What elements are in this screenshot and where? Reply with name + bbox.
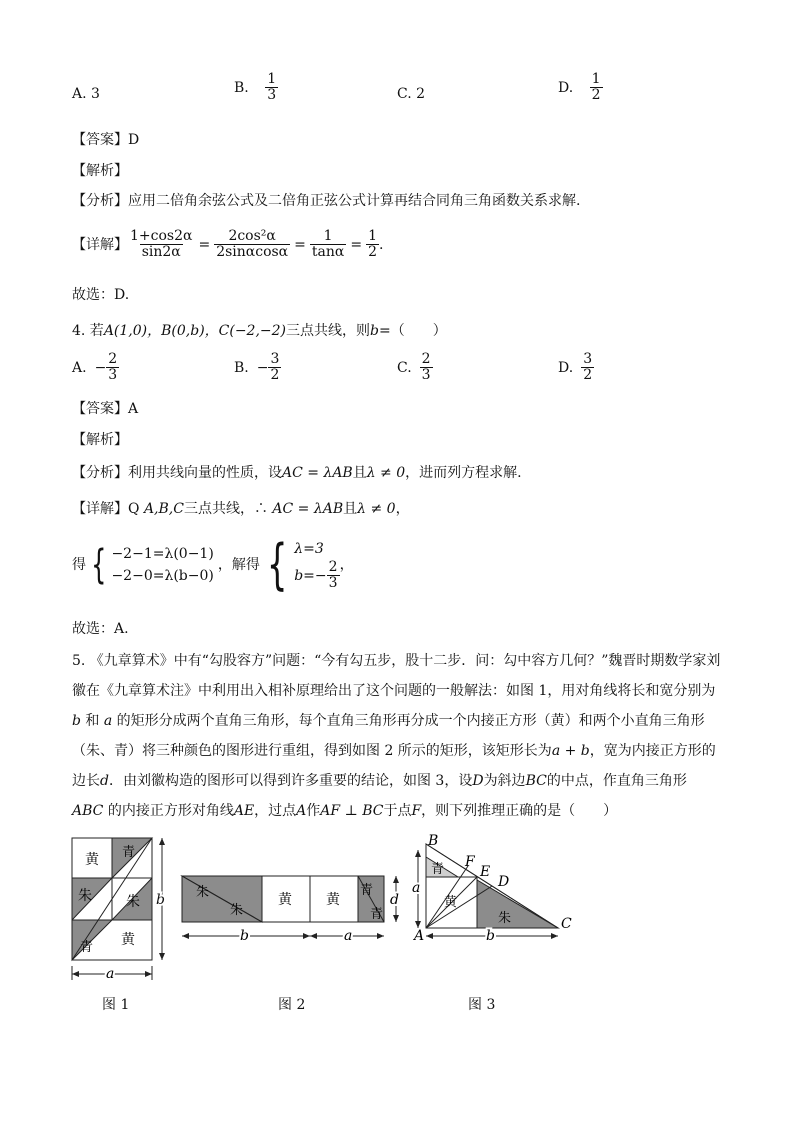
fig1-label-zhu-left: 朱 <box>78 888 92 904</box>
q3-analysis-label: 【解析】 <box>72 163 128 179</box>
q5-stem: 5. 《九章算术》中有“勾股容方”问题：“今有勾五步，股十二步．问：勾中容方几何？”魏晋时期数学家刘 徽在《九章算术注》中利用出入相补原理给出了这个问题的一般解法：如图 1，用对角线将长和宽分别为 b 和 a 的矩形分成两个直角三角形，每个直角三角形再分成一个内接正方形（黄）和两个小直角三角形 （朱、青）将三种颜色的图形进行重组，得到如图 2 所示的矩形，该矩形长为a + b，宽为内接正方形的 边长d．由刘徽构造的图形可以得到许多重要的结论，如图 3，设D为斜边BC的中点，作直角三角形 ABC 的内接正方形对角线AE，过点A作AF ⊥ BC于点F，则下列推理正确的是（ ） <box>72 653 721 819</box>
fig2-label-huang-2: 黄 <box>326 892 340 908</box>
fig2-label-qing-bottom: 青 <box>370 907 384 922</box>
fig3-label-b: b <box>486 928 495 944</box>
fig2-label-zhu-top: 朱 <box>196 885 210 900</box>
fig3-label-qing: 青 <box>431 862 445 877</box>
figure-2 <box>176 868 416 948</box>
q3-conclusion: 故选：D. <box>72 287 130 303</box>
q3-fenxi: 【分析】应用二倍角余弦公式及二倍角正弦公式计算再结合同角三角函数关系求解. <box>72 193 581 209</box>
fig1-label-qing-bottom: 青 <box>80 940 94 955</box>
fig2-caption: 图 2 <box>278 997 306 1013</box>
fig2-label-huang-1: 黄 <box>278 892 292 908</box>
fig3-point-E: E <box>480 864 491 880</box>
q4-conclusion: 故选：A. <box>72 621 129 637</box>
q4-analysis-label: 【解析】 <box>72 432 128 448</box>
fig3-point-B: B <box>428 833 439 849</box>
q3-option-c: C. 2 <box>397 86 426 102</box>
fig1-label-huang-top: 黄 <box>85 852 99 868</box>
fig3-point-F: F <box>465 854 475 870</box>
fig2-label-qing-top: 青 <box>360 883 374 898</box>
fig1-label-zhu-right: 朱 <box>126 894 140 910</box>
q3-answer: 【答案】D <box>72 132 140 148</box>
fig3-label-a: a <box>412 880 421 896</box>
fig1-label-qing-top: 青 <box>122 845 136 860</box>
fig3-point-D: D <box>498 874 510 890</box>
q4-system: 得 { −2−1=λ(0−1) −2−0=λ(b−0) ，解得 { λ=3 b=− $\frac{2}{3}$ ， <box>72 532 354 596</box>
q3-detail: 【详解】 $\frac{1+\cos 2\alpha}{\sin 2\alpha}$ = $\frac{\text{2cos²α}}{2\sin\alpha\cos\alpha}$ = $\frac{1}{\tan\alpha}$ = $\frac{1}{2}$ . <box>72 228 384 261</box>
q3-option-b: B. $\frac{1}{3}$ <box>234 71 277 104</box>
q4-option-b: B. − $\frac{3}{2}$ <box>234 351 280 384</box>
fig2-label-b: b <box>240 928 249 944</box>
fig3-caption: 图 3 <box>468 997 496 1013</box>
q3-option-d: D. $\frac{1}{2}$ <box>558 71 601 104</box>
q4-fenxi: 【分析】利用共线向量的性质，设AC = λAB且λ ≠ 0，进而列方程求解. <box>72 465 522 481</box>
q3-option-a: A. 3 <box>72 86 100 102</box>
fig3-point-A: A <box>414 928 425 944</box>
fig3-label-huang: 黄 <box>444 895 458 910</box>
fig2-label-zhu-bottom: 朱 <box>230 903 244 918</box>
fig3-label-zhu: 朱 <box>498 911 512 926</box>
q4-stem: 4. 若A(1,0)，B(0,b)，C(−2,−2)三点共线，则b=（ ） <box>72 323 447 339</box>
fig2-label-d: d <box>390 892 399 908</box>
q4-option-c: C. $\frac{2}{3}$ <box>397 351 431 384</box>
q4-answer: 【答案】A <box>72 401 139 417</box>
fig1-label-huang-bottom: 黄 <box>121 932 135 948</box>
figure-3 <box>408 830 588 956</box>
fig1-label-a: a <box>106 966 115 982</box>
fig2-label-a: a <box>344 928 353 944</box>
q4-option-a: A. − $\frac{2}{3}$ <box>72 351 118 384</box>
q4-detail: 【详解】Q A,B,C三点共线，∴ AC = λAB且λ ≠ 0， <box>72 501 410 517</box>
fig1-caption: 图 1 <box>102 997 130 1013</box>
figure-1 <box>66 834 186 984</box>
fig3-point-C: C <box>561 916 572 932</box>
fig1-label-b: b <box>156 892 165 908</box>
q4-option-d: D. $\frac{3}{2}$ <box>558 351 593 384</box>
